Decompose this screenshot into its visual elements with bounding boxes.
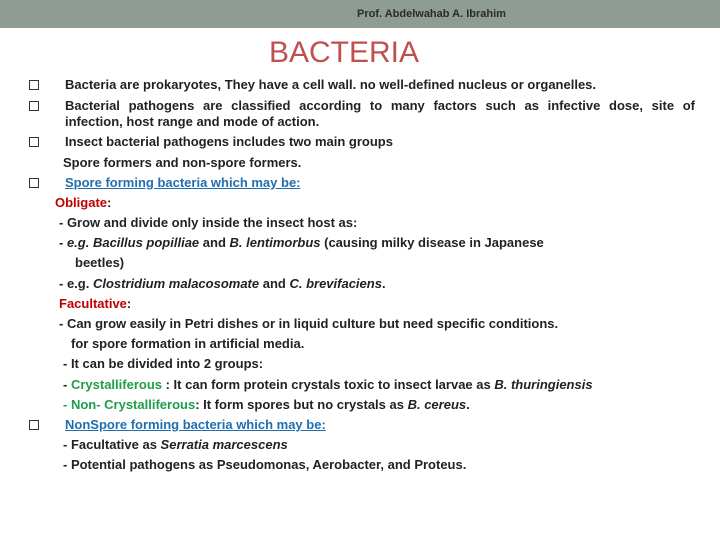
text-segment: Serratia marcescens (160, 437, 288, 452)
text-line (55, 195, 111, 211)
text-line (63, 155, 301, 171)
section-heading-link[interactable] (65, 417, 326, 433)
text-segment: (causing milky disease in Japanese (320, 235, 544, 250)
text-segment: Bacteria are prokaryotes, They have a cell wall. no well-defined nucleus or organelles. (65, 77, 597, 92)
square-bullet-icon (29, 80, 39, 90)
text-segment: infection, host range and mode of action. (65, 114, 320, 129)
text-segment: . (381, 276, 386, 291)
text-segment: - It can be divided into 2 groups: (63, 356, 264, 371)
text-segment: Obligate (55, 195, 108, 210)
text-line (59, 276, 386, 292)
slide-title: BACTERIA (268, 36, 420, 69)
text-segment: B. lentimorbus (229, 235, 321, 250)
text-segment: - e.g. (59, 276, 93, 291)
text-segment[interactable]: Spore forming bacteria which may be: (65, 175, 301, 190)
text-line (59, 296, 131, 312)
author-name: Prof. Abdelwahab A. Ibrahim (357, 8, 506, 20)
text-segment: - Can grow easily in Petri dishes or in liquid culture but need specific conditions. (59, 316, 559, 331)
square-bullet-icon (29, 420, 39, 430)
text-segment: Insect bacterial pathogens includes two main groups (65, 134, 393, 149)
text-segment[interactable]: NonSpore forming bacteria which may be: (65, 417, 326, 432)
text-line (65, 134, 393, 150)
text-segment: for spore formation in artificial media. (71, 336, 305, 351)
square-bullet-icon (29, 178, 39, 188)
text-segment: Bacillus popilliae (92, 235, 200, 250)
text-line (63, 377, 593, 393)
text-segment: : It form spores but no crystals as (195, 397, 408, 412)
text-line (65, 114, 319, 130)
text-line (63, 397, 470, 413)
text-segment: Facultative (59, 296, 127, 311)
text-segment: Crystalliferous (70, 377, 162, 392)
text-segment: - (63, 377, 71, 392)
text-segment: . (466, 397, 470, 412)
text-line (71, 336, 304, 352)
text-line (63, 356, 263, 372)
text-segment: B. cereus (407, 397, 467, 412)
text-line (59, 215, 357, 231)
text-line (59, 235, 544, 251)
section-heading-link[interactable] (65, 175, 301, 191)
text-segment: - Non- Crystalliferous (63, 397, 196, 412)
text-segment: C. brevifaciens (289, 276, 382, 291)
text-segment: Bacterial pathogens are classified according to many factors such as infective dose, site of (65, 98, 695, 113)
square-bullet-icon (29, 137, 39, 147)
text-line (63, 437, 288, 453)
text-segment: and (259, 276, 290, 291)
square-bullet-icon (29, 101, 39, 111)
text-segment: : (126, 296, 132, 311)
text-segment: - Potential pathogens as Pseudomonas, Aerobacter, and Proteus. (63, 457, 467, 472)
text-segment: Spore formers and non-spore formers. (63, 155, 302, 170)
text-segment: Clostridium malacosomate (92, 276, 260, 291)
text-segment: - Grow and divide only inside the insect host as: (59, 215, 358, 230)
text-line (63, 457, 466, 473)
text-line (59, 316, 558, 332)
text-segment: B. thuringiensis (494, 377, 593, 392)
text-segment: beetles) (75, 255, 125, 270)
text-segment: : It can form protein crystals toxic to insect larvae as (162, 377, 495, 392)
text-segment: and (199, 235, 230, 250)
text-line (75, 255, 124, 271)
text-segment: - e.g. (59, 235, 93, 250)
text-line (65, 98, 695, 114)
text-line (65, 77, 596, 93)
text-segment: : (107, 195, 112, 210)
text-segment: - Facultative as (63, 437, 161, 452)
